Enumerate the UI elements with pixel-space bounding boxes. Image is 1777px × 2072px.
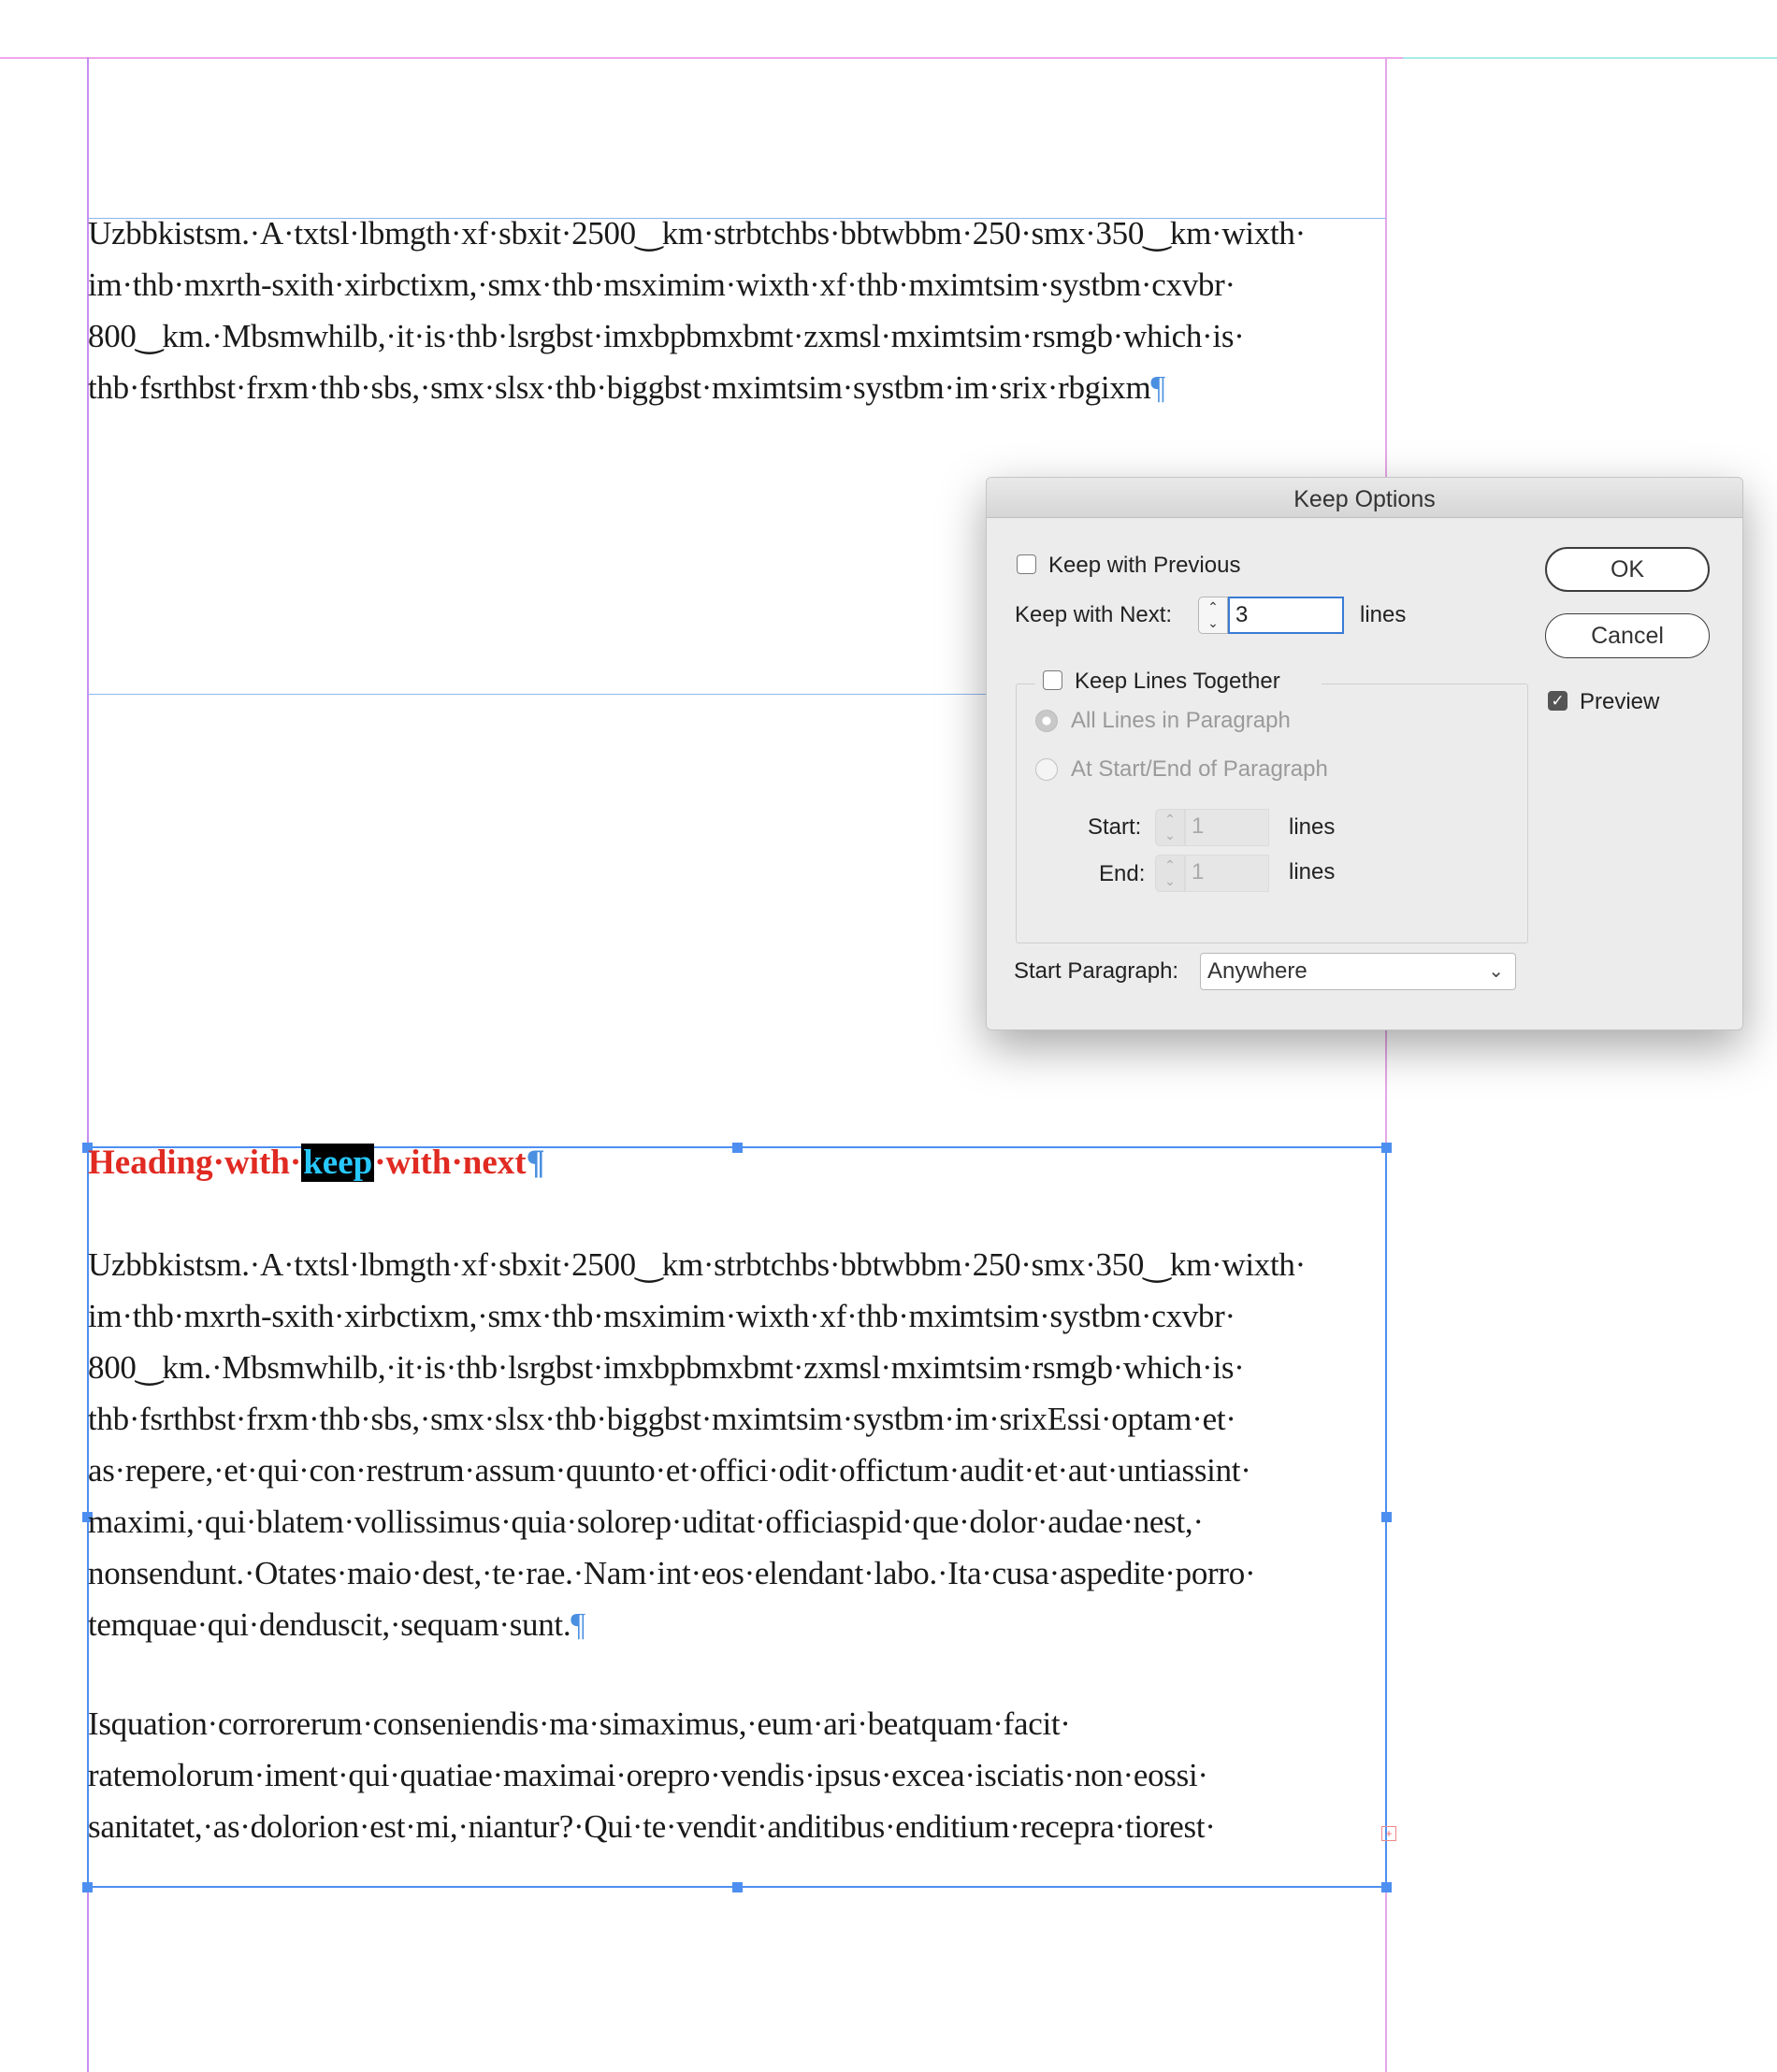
paragraph-last[interactable] <box>88 1698 1397 1852</box>
overset-text-icon[interactable]: + <box>1381 1826 1396 1841</box>
text-line: Uzbbkistsm.·A·txtsl·lbmgth·xf·sbxit·2500‿km·strbtchbs·bbtwbbm·250·smx·350‿km·wixth· <box>88 1246 1306 1283</box>
check-icon: ✓ <box>1551 692 1565 710</box>
keep-with-next-unit: lines <box>1360 602 1407 627</box>
pilcrow: ¶ <box>1150 369 1165 406</box>
heading-text: Heading·with· <box>88 1144 302 1182</box>
keep-with-previous-label: Keep with Previous <box>1048 553 1241 578</box>
text-line: 800‿km.·Mbsmwhilb,·it·is·thb·lsrgbst·imxbpbmxbmt·zxmsl·mximtsim·rsmgb·which·is· <box>88 1349 1245 1386</box>
keep-with-next-input[interactable]: 3 <box>1228 597 1344 634</box>
chevron-up-icon[interactable]: ⌃ <box>1207 599 1219 614</box>
resize-handle-top-right[interactable] <box>1381 1143 1392 1153</box>
keep-with-next-label: Keep with Next: <box>1015 602 1173 627</box>
preview-checkbox[interactable] <box>1548 691 1568 711</box>
ok-button[interactable]: OK <box>1545 547 1710 592</box>
text-frame-top[interactable] <box>88 208 1397 413</box>
text-line: thb·fsrthbst·frxm·thb·sbs,·smx·slsx·thb·biggbst·mximtsim·systbm·im·srix·rbgixm <box>88 369 1151 406</box>
text-line: 800‿km.·Mbsmwhilb,·it·is·thb·lsrgbst·imxbpbmxbmt·zxmsl·mximtsim·rsmgb·which·is· <box>88 318 1245 354</box>
pilcrow: ¶ <box>571 1606 585 1643</box>
all-lines-label: All Lines in Paragraph <box>1071 708 1291 733</box>
keep-lines-together-checkbox[interactable] <box>1043 670 1062 690</box>
start-end-label: At Start/End of Paragraph <box>1071 756 1328 782</box>
start-stepper[interactable] <box>1155 809 1185 846</box>
paragraph-main[interactable] <box>88 1239 1397 1650</box>
heading-paragraph[interactable] <box>88 1140 1379 1187</box>
text-frame-main[interactable] <box>88 1239 1397 1650</box>
end-label: End: <box>1099 861 1146 886</box>
text-frame-last[interactable] <box>88 1698 1397 1852</box>
keep-with-next-stepper[interactable] <box>1198 597 1228 634</box>
end-unit: lines <box>1289 859 1336 885</box>
chevron-up-icon[interactable]: ⌃ <box>1164 857 1176 872</box>
chevron-down-icon[interactable]: ⌄ <box>1207 615 1219 630</box>
top-margin-guide <box>0 57 1403 59</box>
paragraph-top[interactable] <box>88 208 1397 413</box>
top-frame-bottom-edge <box>88 694 986 695</box>
text-line: ratemolorum·iment·qui·quatiae·maximai·orepro·vendis·ipsus·excea·isciatis·non·eossi· <box>88 1757 1208 1793</box>
selected-word[interactable]: keep <box>303 1144 373 1182</box>
chevron-down-icon: ⌄ <box>1488 961 1504 982</box>
preview-label: Preview <box>1580 689 1660 714</box>
pilcrow: ¶ <box>526 1144 545 1182</box>
heading-text: ·with·next <box>374 1144 527 1182</box>
keep-with-previous-checkbox[interactable] <box>1017 554 1036 574</box>
heading-frame[interactable] <box>88 1140 1379 1187</box>
chevron-up-icon[interactable]: ⌃ <box>1164 812 1176 827</box>
start-unit: lines <box>1289 814 1336 840</box>
text-line: maximi,·qui·blatem·vollissimus·quia·solorep·uditat·officiaspid·que·dolor·audae·nest,· <box>88 1504 1204 1540</box>
resize-handle-bottom-left[interactable] <box>82 1882 93 1892</box>
start-label: Start: <box>1088 814 1142 840</box>
all-lines-radio[interactable] <box>1035 710 1058 732</box>
start-paragraph-value: Anywhere <box>1207 958 1307 984</box>
keep-lines-together-label: Keep Lines Together <box>1075 669 1280 694</box>
keep-options-dialog <box>986 477 1743 1030</box>
dialog-title: Keep Options <box>987 478 1742 518</box>
cancel-button[interactable]: Cancel <box>1545 613 1710 658</box>
bleed-guide <box>1403 57 1777 59</box>
text-line: Uzbbkistsm.·A·txtsl·lbmgth·xf·sbxit·2500‿km·strbtchbs·bbtwbbm·250·smx·350‿km·wixth· <box>88 215 1306 252</box>
text-line: im·thb·mxrth-sxith·xirbctixm,·smx·thb·msximim·wixth·xf·thb·mximtsim·systbm·cxvbr· <box>88 266 1235 303</box>
start-paragraph-dropdown[interactable] <box>1200 953 1516 990</box>
text-line: thb·fsrthbst·frxm·thb·sbs,·smx·slsx·thb·biggbst·mximtsim·systbm·im·srixEssi·optam·et· <box>88 1401 1236 1437</box>
resize-handle-bottom-right[interactable] <box>1381 1882 1392 1892</box>
resize-handle-bottom-center[interactable] <box>732 1882 743 1892</box>
start-lines-input[interactable]: 1 <box>1185 809 1269 846</box>
text-line: nonsendunt.·Otates·maio·dest,·te·rae.·Nam·int·eos·elendant·labo.·Ita·cusa·aspedite·porro· <box>88 1555 1256 1591</box>
text-line: im·thb·mxrth-sxith·xirbctixm,·smx·thb·msximim·wixth·xf·thb·mximtsim·systbm·cxvbr· <box>88 1298 1235 1334</box>
start-end-radio[interactable] <box>1035 758 1058 781</box>
text-line: temquae·qui·denduscit,·sequam·sunt. <box>88 1606 571 1643</box>
chevron-down-icon[interactable]: ⌄ <box>1164 827 1176 842</box>
text-line: Isquation·corrorerum·conseniendis·ma·simaximus,·eum·ari·beatquam·facit· <box>88 1705 1071 1742</box>
end-lines-input[interactable]: 1 <box>1185 855 1269 892</box>
text-line: as·repere,·et·qui·con·restrum·assum·quunto·et·offici·odit·offictum·audit·et·aut·untiassint· <box>88 1452 1251 1489</box>
end-stepper[interactable] <box>1155 855 1185 892</box>
chevron-down-icon[interactable]: ⌄ <box>1164 873 1176 888</box>
start-paragraph-label: Start Paragraph: <box>1014 958 1179 984</box>
text-line: sanitatet,·as·dolorion·est·mi,·niantur?·Qui·te·vendit·anditibus·enditium·recepra·tiorest· <box>88 1808 1216 1845</box>
